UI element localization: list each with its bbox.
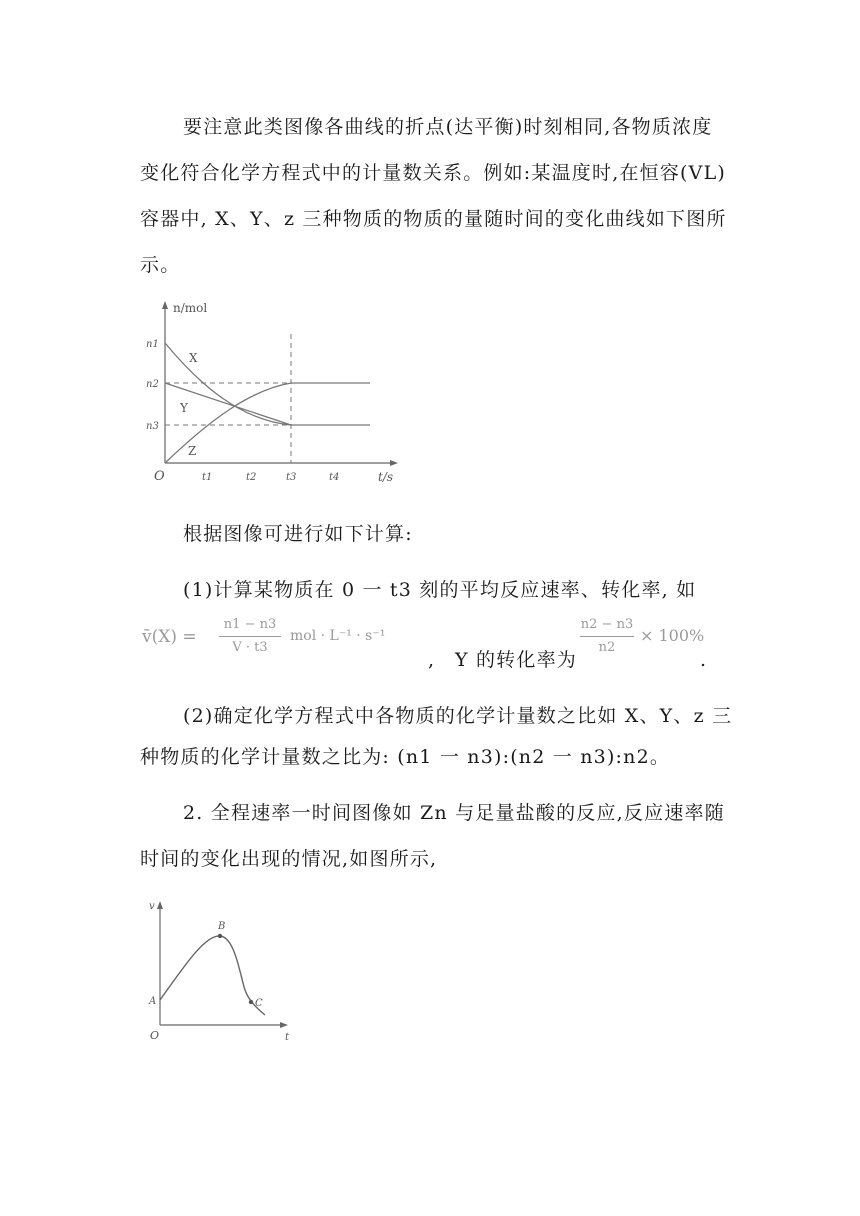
tick-t3: t3	[286, 472, 297, 483]
tick-n3: n3	[146, 421, 159, 432]
formula-end-period: .	[700, 649, 708, 671]
t-axis-label: t	[285, 1032, 290, 1043]
point-b-label: B	[218, 921, 226, 932]
formula-y-suffix: × 100%	[640, 626, 705, 645]
paragraph1-line2: 变化符合化学方程式中的计量数关系。例如:某温度时,在恒容(VL)	[140, 162, 727, 184]
paragraph3-line1: (1)计算某物质在 0 一 t3 刻的平均反应速率、转化率, 如	[183, 579, 697, 601]
paragraph2: 根据图像可进行如下计算:	[183, 523, 413, 545]
point-c-label: C	[255, 998, 263, 1009]
x-axis-arrow-2	[280, 1022, 288, 1028]
paragraph5-line1: 2. 全程速率一时间图像如 Zn 与足量盐酸的反应,反应速率随	[183, 802, 725, 824]
formula-v-units: mol · L⁻¹ · s⁻¹	[290, 628, 386, 644]
paragraph1-line3: 容器中, X、Y、z 三种物质的物质的量随时间的变化曲线如下图所	[140, 208, 727, 230]
point-c-marker	[249, 1000, 253, 1004]
tick-t1: t1	[202, 472, 213, 483]
x-axis-label: t/s	[378, 470, 394, 484]
point-b-marker	[218, 934, 222, 938]
formula-y-denominator: n2	[598, 640, 616, 655]
paragraph4-line2: 种物质的化学计量数之比为: (n1 一 n3):(n2 一 n3):n2。	[140, 746, 671, 768]
origin-label-2: O	[150, 1029, 160, 1042]
formula-v-denominator: V · t3	[232, 640, 268, 655]
figure-n-vs-t	[140, 290, 400, 490]
tick-t2: t2	[246, 472, 257, 483]
y-conversion-text: Y 的转化率为	[455, 649, 577, 671]
origin-label: O	[154, 469, 165, 484]
formula-v-numerator: n1 − n3	[223, 617, 277, 632]
x-axis-arrow	[390, 460, 398, 466]
y-axis-arrow-2	[157, 901, 163, 909]
paragraph1-line1: 要注意此类图像各曲线的折点(达平衡)时刻相同,各物质浓度	[183, 116, 713, 138]
paragraph4-line1: (2)确定化学方程式中各物质的化学计量数之比如 X、Y、z 三	[183, 705, 733, 727]
formula-y-fraction-bar	[580, 636, 634, 637]
paragraph5-line2: 时间的变化出现的情况,如图所示,	[140, 848, 438, 870]
y-axis-arrow	[162, 301, 168, 309]
v-axis-label: v	[149, 901, 155, 912]
y-axis-label: n/mol	[173, 301, 208, 315]
label-y: Y	[180, 401, 188, 415]
formula-v-prefix: v̄(X) =	[142, 627, 197, 647]
formula-y-numerator: n2 − n3	[580, 617, 634, 632]
formula-comma: ,	[428, 649, 436, 671]
tick-n1: n1	[146, 339, 159, 350]
formula-v-fraction-bar	[219, 636, 281, 637]
label-z: Z	[188, 444, 197, 458]
tick-n2: n2	[146, 379, 159, 390]
label-x: X	[189, 351, 198, 365]
figure-v-vs-t	[145, 895, 305, 1045]
tick-t4: t4	[329, 472, 340, 483]
paragraph1-line4: 示。	[140, 254, 181, 276]
point-a-label: A	[149, 996, 157, 1007]
